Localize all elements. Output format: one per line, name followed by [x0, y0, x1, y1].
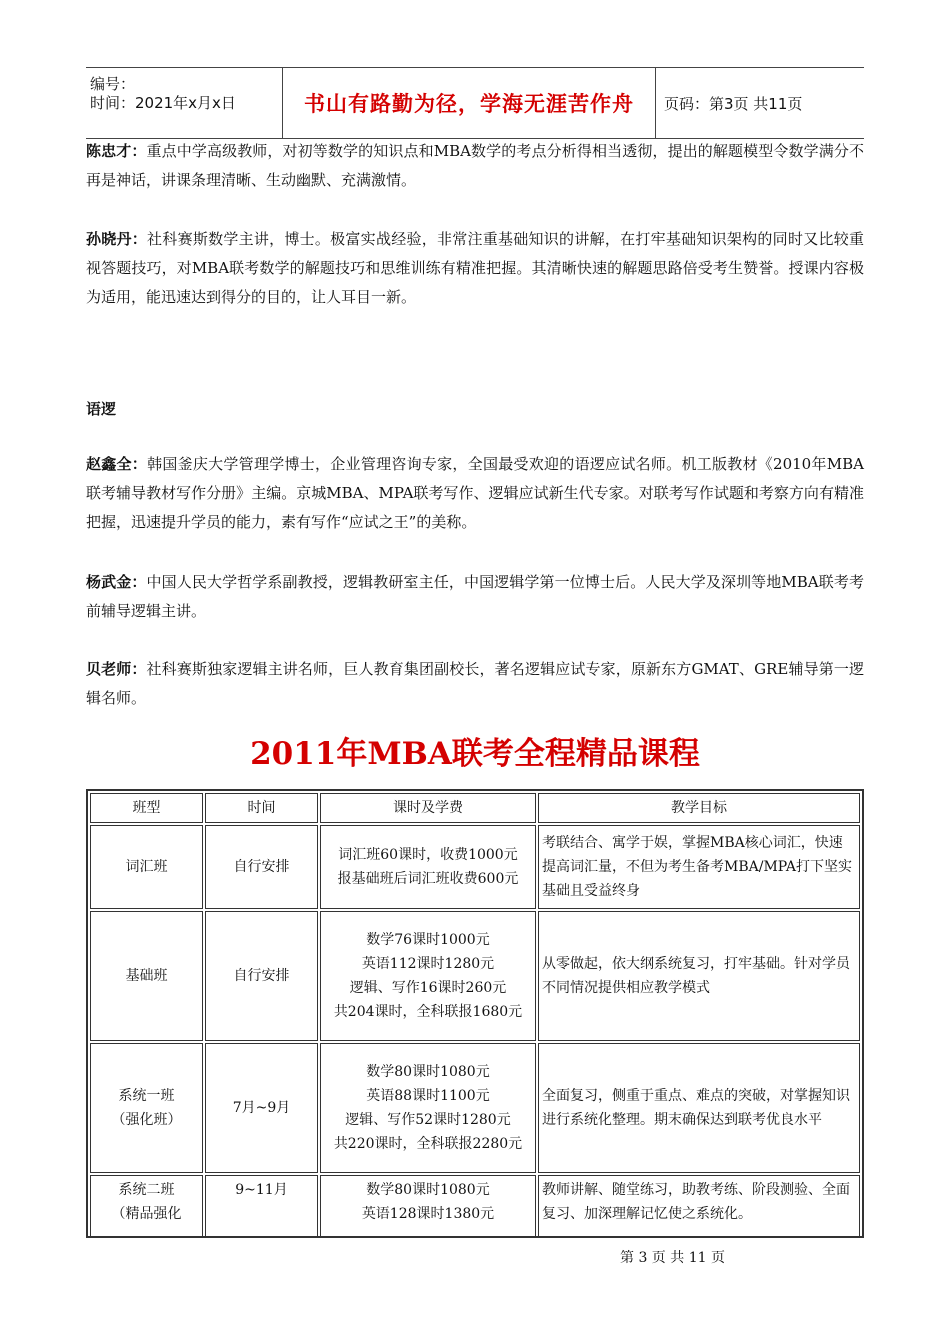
class-goal: 从零做起，依大纲系统复习，打牢基础。针对学员不同情况提供相应教学模式	[538, 911, 860, 1041]
teacher-name: 贝老师：	[86, 660, 147, 678]
class-fees-cell	[320, 911, 536, 1041]
teacher-desc: 社科赛斯独家逻辑主讲名师，巨人教育集团副校长，著名逻辑应试专家，原新东方GMAT、GRE辅导第一逻辑名师。	[86, 660, 864, 707]
teacher-paragraph	[86, 137, 864, 195]
doc-date: 时间：2021年x月x日	[90, 94, 236, 112]
column-header: 课时及学费	[320, 793, 536, 823]
doc-number: 编号：	[90, 75, 136, 93]
teacher-paragraph	[86, 568, 864, 626]
class-type: 系统二班	[118, 1182, 175, 1198]
table-row	[90, 1043, 860, 1173]
class-time: 7月~9月	[205, 1043, 318, 1173]
teacher-desc: 韩国釜庆大学管理学博士，企业管理咨询专家，全国最受欢迎的语逻应试名师。机工版教材《2010年MBA联考辅导教材写作分册》主编。京城MBA、MPA联考写作、逻辑应试新生代专家。对联考写作试题和考察方向有精准把握，迅速提升学员的能力，素有写作“应试之王”的美称。	[86, 455, 864, 531]
table-row	[90, 1175, 860, 1238]
class-fees-cell	[320, 1043, 536, 1173]
class-goal: 全面复习，侧重于重点、难点的突破，对掌握知识进行系统化整理。期末确保达到联考优良水平	[538, 1043, 860, 1173]
class-fees-cell	[320, 825, 536, 909]
column-header: 时间	[205, 793, 318, 823]
header-motto: 书山有路勤为径，学海无涯苦作舟	[282, 68, 656, 138]
class-time: 自行安排	[205, 825, 318, 909]
fee-line: 英语112课时1280元	[361, 956, 495, 972]
teacher-desc: 社科赛斯数学主讲，博士。极富实战经验，非常注重基础知识的讲解，在打牢基础知识架构的同时又比较重视答题技巧，对MBA联考数学的解题技巧和思维训练有精准把握。其清晰快速的解题思路倍受考生赞誉。授课内容极为适用，能迅速达到得分的目的，让人耳目一新。	[86, 230, 864, 306]
section-heading: 语逻	[86, 400, 117, 418]
fee-line: 英语88课时1100元	[366, 1088, 490, 1104]
page-footer: 第 3 页 共 11 页	[620, 1250, 725, 1266]
course-table	[86, 789, 864, 1238]
fee-line: 数学76课时1000元	[366, 932, 490, 948]
class-type: 系统一班	[118, 1088, 175, 1104]
class-type-cell	[90, 1175, 203, 1238]
fee-line: 词汇班60课时，收费1000元	[338, 847, 518, 863]
class-fees-cell	[320, 1175, 536, 1238]
page-indicator: 页码：第3页 共11页	[664, 94, 803, 113]
fee-line: 共220课时，全科联报2280元	[333, 1136, 523, 1152]
teacher-desc: 重点中学高级教师，对初等数学的知识点和MBA数学的考点分析得相当透彻，提出的解题模型令数学满分不再是神话，讲课条理清晰、生动幽默、充满激情。	[86, 142, 864, 189]
fee-line: 报基础班后词汇班收费600元	[337, 871, 519, 887]
column-header: 教学目标	[538, 793, 860, 823]
course-title: 2011年MBA联考全程精品课程	[250, 736, 700, 772]
teacher-paragraph	[86, 655, 864, 713]
table-row	[90, 825, 860, 909]
class-time: 自行安排	[205, 911, 318, 1041]
teacher-name: 赵鑫全：	[86, 455, 148, 473]
class-goal: 考联结合、寓学于娱，掌握MBA核心词汇，快速提高词汇量，不但为考生备考MBA/MPA打下坚实基础且受益终身	[538, 825, 860, 909]
teacher-name: 陈忠才：	[86, 142, 147, 160]
table-row	[90, 911, 860, 1041]
class-type: 基础班	[125, 968, 168, 984]
teacher-desc: 中国人民大学哲学系副教授，逻辑教研室主任，中国逻辑学第一位博士后。人民大学及深圳等地MBA联考考前辅导逻辑主讲。	[86, 573, 864, 620]
page-header	[86, 67, 864, 139]
fee-line: 共204课时，全科联报1680元	[333, 1004, 523, 1020]
header-meta	[86, 68, 282, 138]
class-time: 9~11月	[205, 1175, 318, 1238]
class-type: 词汇班	[125, 859, 168, 875]
teacher-name: 杨武金：	[86, 573, 147, 591]
column-header: 班型	[90, 793, 203, 823]
teacher-name: 孙晓丹：	[86, 230, 148, 248]
fee-line: 逻辑、写作52课时1280元	[345, 1112, 511, 1128]
fee-line: 英语128课时1380元	[361, 1206, 495, 1222]
class-type-cell	[90, 911, 203, 1041]
fee-line: 数学80课时1080元	[366, 1064, 490, 1080]
class-type-sub: （精品强化	[111, 1206, 182, 1222]
class-type-cell	[90, 825, 203, 909]
teacher-paragraph	[86, 225, 864, 312]
class-goal: 教师讲解、随堂练习，助教考练、阶段测验、全面复习、加深理解记忆使之系统化。	[538, 1175, 860, 1238]
class-type-sub: （强化班）	[111, 1112, 182, 1128]
fee-line: 数学80课时1080元	[366, 1182, 490, 1198]
fee-line: 逻辑、写作16课时260元	[349, 980, 507, 996]
table-header-row	[90, 793, 860, 823]
class-type-cell	[90, 1043, 203, 1173]
teacher-paragraph	[86, 450, 864, 537]
